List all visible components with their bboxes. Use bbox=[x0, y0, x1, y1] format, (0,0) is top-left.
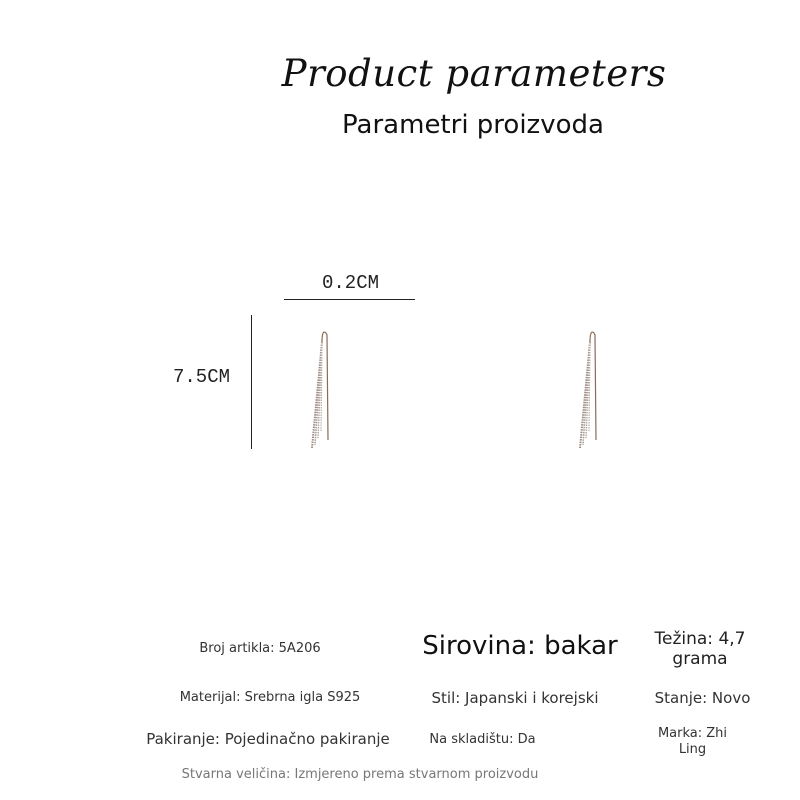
param-material: Materijal: Srebrna igla S925 bbox=[179, 690, 361, 705]
param-brand bbox=[640, 726, 745, 757]
height-dimension-label: 7.5CM bbox=[173, 366, 231, 388]
title-local: Parametri proizvoda bbox=[342, 110, 604, 140]
footer-note: Stvarna veličina: Izmjereno prema stvarnom proizvodu bbox=[181, 767, 539, 782]
param-condition: Stanje: Novo bbox=[654, 689, 751, 707]
earring-left-icon bbox=[300, 320, 340, 455]
param-brand-line1: Marka: Zhi bbox=[657, 726, 728, 741]
earring-image-right bbox=[568, 320, 608, 455]
title-english: Product parameters bbox=[281, 52, 667, 95]
param-brand-line2: Ling bbox=[678, 741, 707, 757]
width-dimension-label: 0.2CM bbox=[322, 272, 380, 294]
height-dimension-line bbox=[251, 315, 252, 449]
width-dimension-line bbox=[284, 299, 415, 300]
param-style: Stil: Japanski i korejski bbox=[431, 689, 599, 707]
param-weight-line1: Težina: 4,7 bbox=[654, 629, 746, 649]
param-in-stock: Na skladištu: Da bbox=[429, 732, 536, 747]
param-weight-line2: grama bbox=[672, 649, 728, 670]
param-raw-material: Sirovina: bakar bbox=[422, 631, 618, 661]
param-weight bbox=[635, 629, 765, 670]
param-item-number: Broj artikla: 5A206 bbox=[199, 641, 321, 656]
earring-right-icon bbox=[568, 320, 608, 455]
param-packaging: Pakiranje: Pojedinačno pakiranje bbox=[146, 730, 390, 748]
earring-image-left bbox=[300, 320, 340, 455]
